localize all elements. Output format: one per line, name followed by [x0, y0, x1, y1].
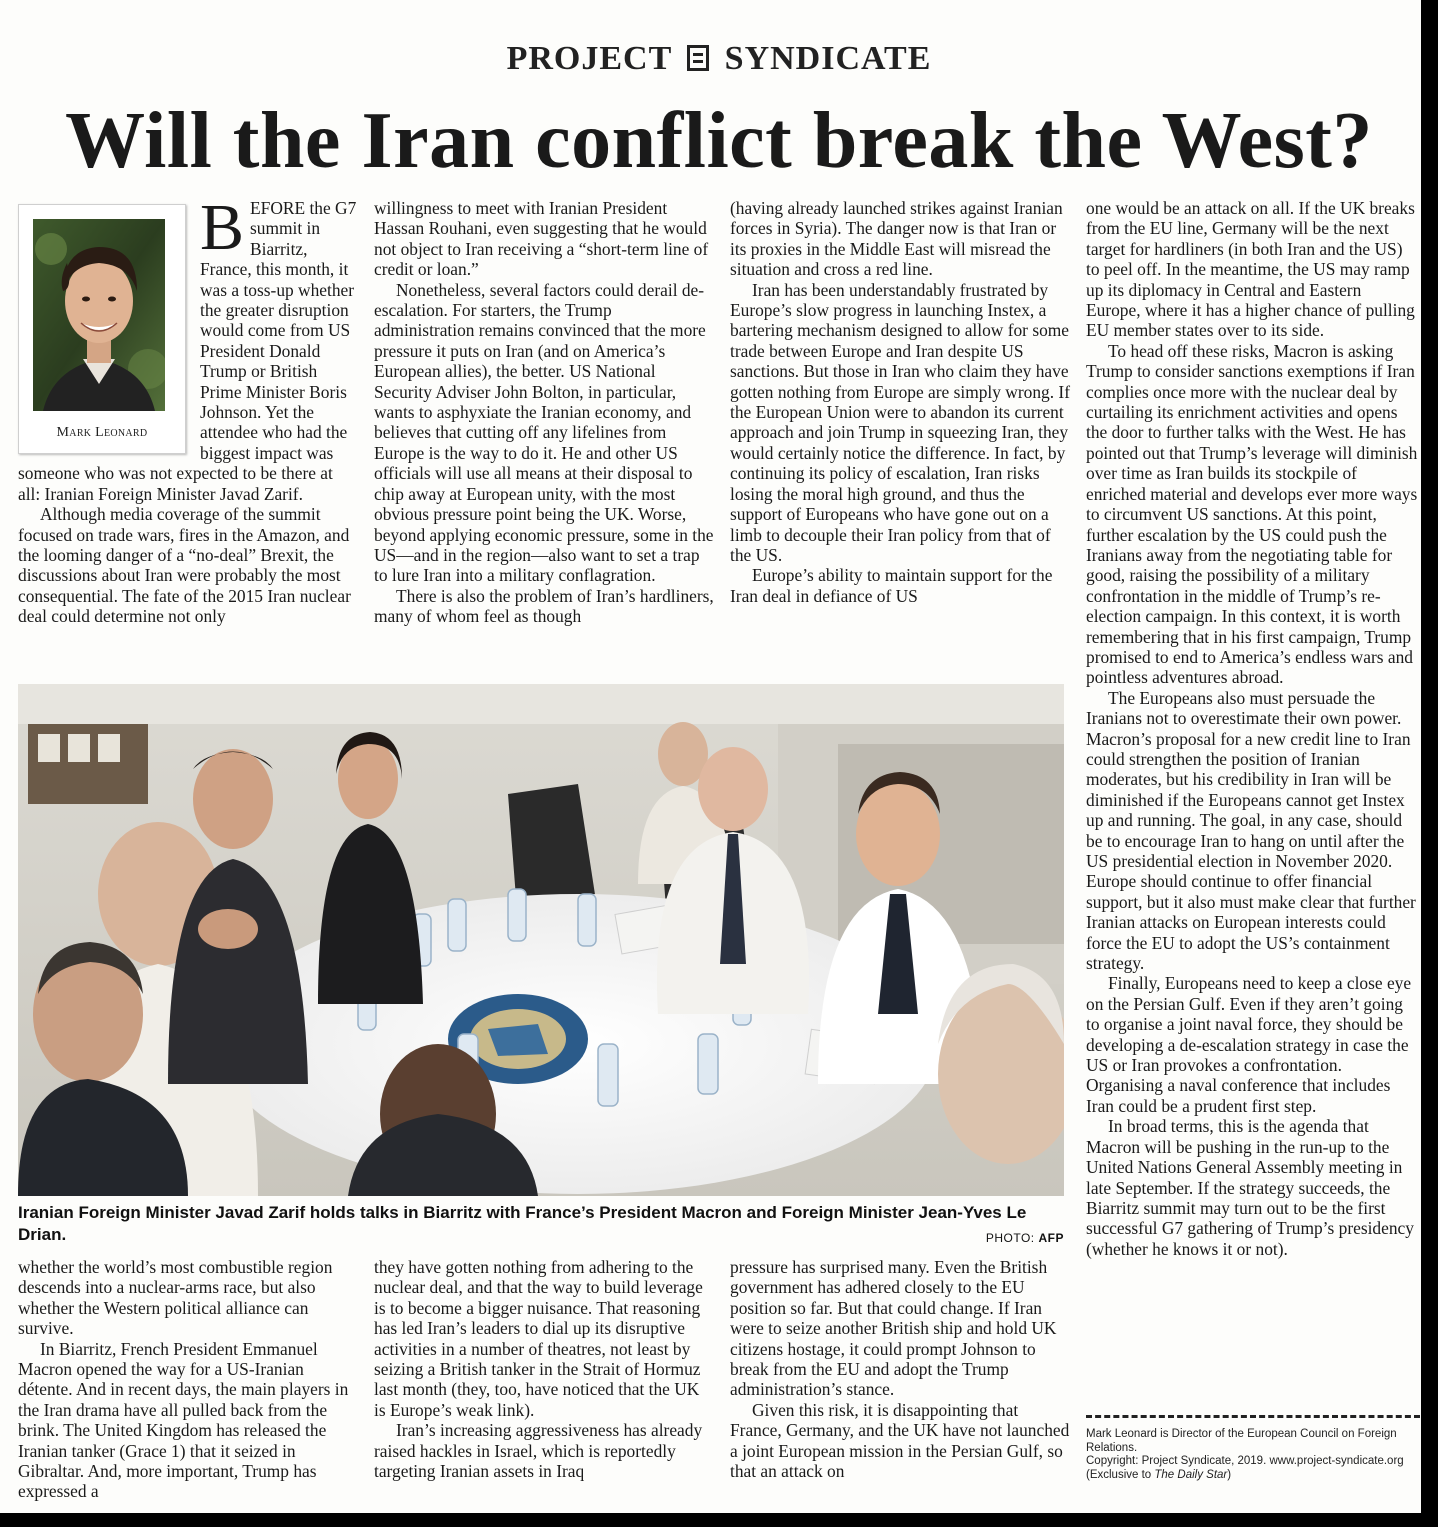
article-paragraph: Given this risk, it is disappointing that France, Germany, and the UK have not launched a joint European mission in the Persian Gulf, so that an attack on: [730, 1399, 1070, 1482]
article-column-1-top: [18, 191, 358, 627]
article-paragraph: they have gotten nothing from adhering to the nuclear deal, and that the way to build leverage is to become a bigger nuisance. That reasoning has led Iran’s leaders to dial up its disruptive activities in a number of theatres, not least by seizing a British tanker in the Strait of Hormuz last month (they, too, have noticed that the UK is Europe’s weak link).: [374, 1257, 703, 1420]
article-paragraph: Nonetheless, several factors could derail de-escalation. For starters, the Trump administration remains convinced that the more pressure it puts on Iran (and on America’s European allies), the better. US National Security Adviser John Bolton, in particular, wants to asphyxiate the Iranian economy, and believes that cutting off any lifelines from Europe is the way to do it. He and other US officials will use all means at their disposal to chip away at European unity, with the most obvious pressure point being the UK. Worse, beyond applying economic pressure, some in the US—and in the region—also want to set a trap to lure Iran into a military conflagration.: [374, 279, 714, 586]
photo-credit: PHOTO: AFP: [985, 1231, 1064, 1245]
article-paragraph: BEFORE the G7 summit in Biarritz, France, this month, it was a toss-up whether the greater disruption would come from US President Donald Trump or British Prime Minister Boris Johnson. Yet the attendee who had the biggest impact was someone who was not expected to be there at all: Iranian Foreign Minister Javad Zarif.: [18, 191, 357, 504]
article-column-3-bottom: [730, 1257, 1070, 1481]
article-paragraph: whether the world’s most combustible region descends into a nuclear-arms race, but also whether the Western political alliance can survive.: [18, 1257, 333, 1339]
article-paragraph: one would be an attack on all. If the UK breaks from the EU line, Germany will be the next target for hardliners (in both Iran and the US) to peel off. In the meantime, the US may ramp up its diplomacy in Central and Eastern Europe, where it has a higher chance of pulling EU member states over to its side.: [1086, 198, 1415, 341]
article-column-4: [1086, 198, 1420, 1259]
drop-cap: B: [200, 191, 245, 264]
masthead-right: SYNDICATE: [724, 40, 932, 77]
article-paragraph: Iran’s increasing aggressiveness has already raised hackles in Israel, which is reportedly targeting Iranian assets in Iraq: [374, 1420, 703, 1482]
author-name-caption: Mark Leonard: [56, 425, 148, 440]
bio-line: Mark Leonard is Director of the European Council on Foreign Relations.: [1086, 1428, 1397, 1454]
article-paragraph: There is also the problem of Iran’s hardliners, many of whom feel as though: [374, 585, 714, 627]
article-paragraph: In broad terms, this is the agenda that Macron will be pushing in the run-up to the United Nations General Assembly meeting in late September. If the strategy succeeds, the Biarritz summit may turn out to be the first successful G7 gathering of Trump’s presidency (whether he knows it or not).: [1086, 1116, 1414, 1259]
article-column-3-top: [730, 198, 1070, 606]
masthead-left: PROJECT: [506, 40, 672, 77]
article-paragraph: Although media coverage of the summit focused on trade wars, fires in the Amazon, and the looming danger of a “no-deal” Brexit, the discussions about Iran were probably the most consequential. The fate of the 2015 Iran nuclear deal could determine not only: [18, 504, 351, 627]
article-paragraph: Europe’s ability to maintain support for the Iran deal in defiance of US: [730, 565, 1053, 606]
headline: Will the Iran conflict break the West?: [65, 97, 1373, 185]
article-paragraph: pressure has surprised many. Even the British government has adhered closely to the EU position so far. But that could change. If Iran were to seize another British ship and hold UK citizens hostage, it could prompt Johnson to break from the EU and adopt the Trump administration’s stance.: [730, 1257, 1057, 1400]
article-paragraph: To head off these risks, Macron is asking Trump to consider sanctions exemptions if Iran complies once more with the nuclear deal by curtailing its enrichment activities and opens the door to further talks with the West. He has pointed out that Trump’s leverage will diminish over time as Iran builds its stockpile of enriched material and develops ever more ways to circumvent US sanctions. At this point, further escalation by the US could push the Iranians away from the negotiating table for good, raising the possibility of a military confrontation in the middle of Trump’s re-election campaign. In this context, it is worth remembering that in his first campaign, Trump promised to end to America’s endless wars and pointless adventures abroad.: [1086, 340, 1418, 688]
article-column-1-bottom: [18, 1257, 358, 1502]
article-paragraph: willingness to meet with Iranian President Hassan Rouhani, even suggesting that he would not object to Iran receiving a “short-term line of credit or loan.”: [374, 198, 709, 280]
article-paragraph: Finally, Europeans need to keep a close eye on the Persian Gulf. Even if they aren’t going to organise a joint naval force, they should be developing a de-escalation strategy in case the US or Iran provokes a confrontation. Organising a naval conference that includes Iran could be a prudent first step.: [1086, 973, 1412, 1116]
author-bio: [1086, 1428, 1420, 1482]
article-column-2-top: [374, 198, 714, 627]
meeting-photo: [18, 684, 1064, 1196]
masthead: [0, 40, 1421, 78]
article-paragraph: In Biarritz, French President Emmanuel Macron opened the way for a US-Iranian détente. And in recent days, the main players in the Iran drama have all pulled back from the brink. The United Kingdom has released the Iranian tanker (Grace 1) that it seized in Gibraltar. And, more important, Trump has expressed a: [18, 1338, 349, 1502]
author-portrait-image: [33, 219, 165, 411]
exclusive-line: (Exclusive to The Daily Star): [1086, 1468, 1232, 1481]
article-paragraph: Iran has been understandably frustrated by Europe’s slow progress in launching Instex, a bartering mechanism designed to allow for some trade between Europe and Iran despite US sanctions. But those in Iran who claim they have gotten nothing from Europe are simply wrong. If the European Union were to abandon its current approach and join Trump in squeezing Iran, they would certainly notice the difference. In fact, by continuing its policy of escalation, Iran risks losing the moral high ground, and thus the support of Europeans who have gone out on a limb to decouple their Iran policy from that of the US.: [730, 279, 1071, 565]
copyright-line: Copyright: Project Syndicate, 2019. www.project-syndicate.org: [1086, 1455, 1404, 1467]
article-column-2-bottom: [374, 1257, 714, 1481]
dashed-divider: [1086, 1415, 1420, 1418]
newspaper-logo-icon: [687, 45, 709, 71]
article-paragraph: (having already launched strikes against Iranian forces in Syria). The danger now is that Iran or its proxies in the Middle East will misread the situation and cross a red line.: [730, 198, 1063, 280]
photo-caption: Iranian Foreign Minister Javad Zarif holds talks in Biarritz with France’s President Macron and Foreign Minister Jean-Yves Le Drian.: [18, 1203, 1027, 1244]
author-photo-frame: [18, 204, 186, 454]
article-paragraph: The Europeans also must persuade the Iranians not to overestimate their own power. Macron’s proposal for a new credit line to Iran could strengthen the position of Iranian moderates, but his credibility in Iran will be diminished if the Europeans cannot get Instex up and running. The goal, in any case, should be to encourage Iran to hang on until after the US presidential election in November 2020. Europe should continue to offer financial support, but it also must make clear that further Iranian attacks on European interests could force the EU to adopt the US’s containment strategy.: [1086, 687, 1416, 974]
